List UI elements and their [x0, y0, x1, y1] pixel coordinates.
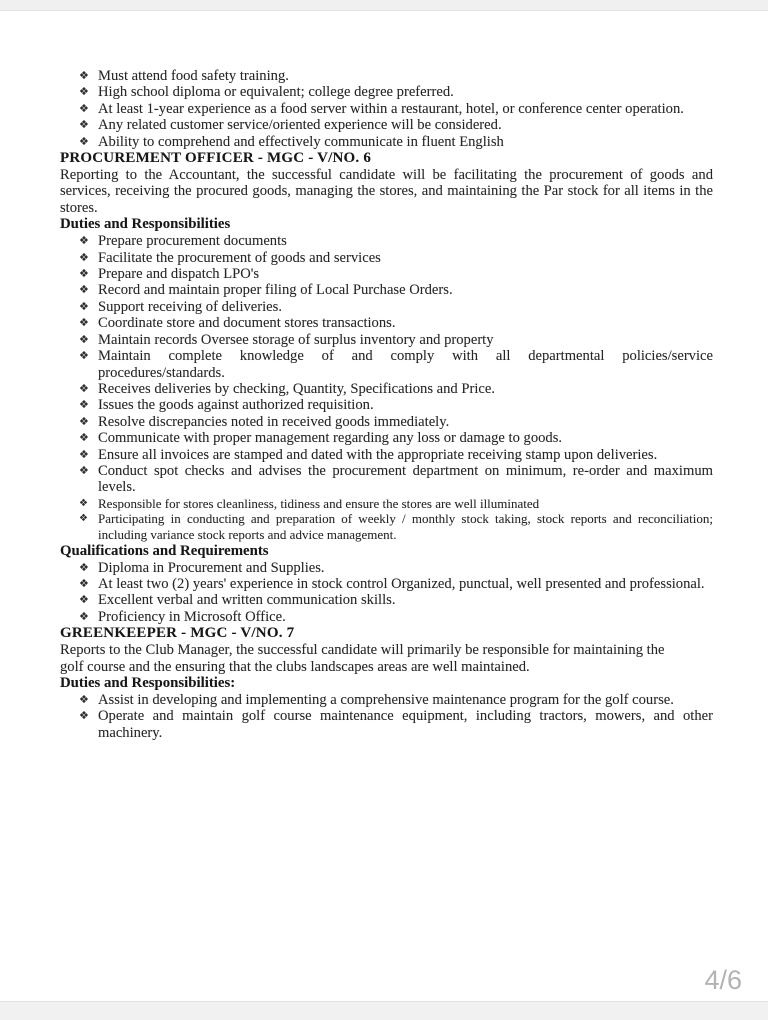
list-item [60, 463, 713, 496]
diamond-bullet-icon: ❖ [79, 593, 89, 607]
list-item [60, 560, 713, 576]
list-item [60, 430, 713, 446]
diamond-bullet-icon: ❖ [79, 283, 89, 297]
list-item [60, 332, 713, 348]
list-item [60, 708, 713, 741]
diamond-bullet-icon: ❖ [79, 101, 89, 115]
bullet-text: Record and maintain proper filing of Local Purchase Orders. [98, 282, 453, 299]
bullet-text: Maintain records Oversee storage of surplus inventory and property [98, 331, 494, 348]
heading-duties-greenkeeper: Duties and Responsibilities: [60, 674, 236, 691]
section-title-greenkeeper: GREENKEEPER - MGC - V/NO. 7 [60, 625, 295, 642]
list-item [60, 414, 713, 430]
bullet-text: Conduct spot checks and advises the procurement department on minimum, re-order and maximum levels. [98, 462, 713, 496]
bullet-text: Excellent verbal and written communication skills. [98, 592, 396, 609]
heading-duties-procurement: Duties and Responsibilities [60, 216, 231, 233]
bullet-text: Support receiving of deliveries. [98, 298, 282, 315]
list-item [60, 315, 713, 331]
diamond-bullet-icon: ❖ [79, 267, 89, 281]
bullet-text: Resolve discrepancies noted in received goods immediately. [98, 413, 450, 430]
diamond-bullet-icon: ❖ [79, 431, 89, 445]
bullet-text: Maintain complete knowledge of and comply with all departmental policies/service procedures/standards. [98, 348, 713, 381]
bullet-text: Responsible for stores cleanliness, tidiness and ensure the stores are well illuminated [98, 495, 540, 511]
list-item [60, 609, 713, 625]
bullet-text: Prepare procurement documents [98, 233, 287, 250]
bullet-text: At least two (2) years' experience in stock control Organized, punctual, well presented and professional. [98, 575, 705, 592]
list-item [60, 447, 713, 463]
bullet-text: High school diploma or equivalent; college degree preferred. [98, 84, 454, 101]
diamond-bullet-icon: ❖ [79, 692, 89, 706]
diamond-bullet-icon: ❖ [79, 316, 89, 330]
bullet-text: Issues the goods against authorized requisition. [98, 397, 374, 414]
bullet-text: Proficiency in Microsoft Office. [98, 608, 286, 625]
list-item [60, 250, 713, 266]
document-page [60, 11, 713, 741]
diamond-bullet-icon: ❖ [79, 560, 89, 574]
list-item [60, 299, 713, 315]
bullet-text: Coordinate store and document stores transactions. [98, 315, 396, 332]
diamond-bullet-icon: ❖ [79, 709, 89, 723]
diamond-bullet-icon: ❖ [79, 69, 89, 82]
bullet-text: Must attend food safety training. [98, 68, 289, 84]
diamond-bullet-icon: ❖ [79, 332, 89, 346]
greenkeeper-duties-list [60, 692, 713, 741]
bullet-text: Diploma in Procurement and Supplies. [98, 559, 325, 576]
page-indicator: 4/6 [704, 965, 742, 995]
viewer-top-gap [0, 0, 768, 11]
list-item [60, 117, 713, 133]
bullet-text: Participating in conducting and preparation of weekly / monthly stock taking, stock reports and reconciliation; including variance stock reports and advice management. [98, 511, 713, 542]
diamond-bullet-icon: ❖ [79, 381, 89, 395]
list-item [60, 496, 713, 512]
bullet-text: Assist in developing and implementing a comprehensive maintenance program for the golf course. [98, 691, 674, 708]
bullet-text: At least 1-year experience as a food server within a restaurant, hotel, or conference center operation. [98, 100, 684, 117]
bullet-text: Facilitate the procurement of goods and services [98, 249, 381, 266]
diamond-bullet-icon: ❖ [79, 463, 89, 477]
list-item [60, 68, 713, 84]
bullet-text: Communicate with proper management regarding any loss or damage to goods. [98, 430, 563, 447]
diamond-bullet-icon: ❖ [79, 447, 89, 461]
bullet-text: Ability to comprehend and effectively communicate in fluent English [98, 133, 504, 150]
bullet-text: Any related customer service/oriented experience will be considered. [98, 117, 502, 134]
diamond-bullet-icon: ❖ [79, 299, 89, 313]
heading-qualifications: Qualifications and Requirements [60, 542, 269, 559]
diamond-bullet-icon: ❖ [79, 349, 89, 363]
list-item [60, 576, 713, 592]
procurement-duties-list [60, 233, 713, 542]
diamond-bullet-icon: ❖ [79, 576, 89, 590]
diamond-bullet-icon: ❖ [79, 414, 89, 428]
list-item [60, 266, 713, 282]
list-item [60, 348, 713, 381]
list-item [60, 692, 713, 708]
list-item [60, 592, 713, 608]
diamond-bullet-icon: ❖ [79, 250, 89, 264]
list-item [60, 282, 713, 298]
diamond-bullet-icon: ❖ [79, 234, 89, 248]
list-item [60, 134, 713, 150]
procurement-qualifications-list [60, 560, 713, 626]
diamond-bullet-icon: ❖ [79, 118, 89, 132]
section-title-procurement-officer: PROCUREMENT OFFICER - MGC - V/NO. 6 [60, 150, 372, 167]
procurement-intro-paragraph: Reporting to the Accountant, the successful candidate will be facilitating the procurement of goods and services, receiving the procured goods, managing the stores, and maintaining the Par stock for all items in the stores. [60, 167, 713, 216]
list-item [60, 233, 713, 249]
bullet-text: Ensure all invoices are stamped and dated with the appropriate receiving stamp upon deliveries. [98, 446, 658, 463]
diamond-bullet-icon: ❖ [79, 513, 88, 525]
bullet-text: Receives deliveries by checking, Quantity, Specifications and Price. [98, 380, 496, 397]
diamond-bullet-icon: ❖ [79, 85, 89, 99]
greenkeeper-intro-paragraph: Reports to the Club Manager, the successful candidate will primarily be responsible for maintaining the golf course and the ensuring that the clubs landscapes areas are well maintained. [60, 642, 665, 675]
food-server-requirements-list [60, 68, 713, 150]
list-item [60, 397, 713, 413]
diamond-bullet-icon: ❖ [79, 497, 88, 509]
bullet-text: Prepare and dispatch LPO's [98, 266, 260, 283]
bullet-text: Operate and maintain golf course maintenance equipment, including tractors, mowers, and other machinery. [98, 708, 713, 741]
diamond-bullet-icon: ❖ [79, 398, 89, 412]
list-item [60, 101, 713, 117]
viewer-bottom-gap [0, 1001, 768, 1020]
list-item [60, 511, 713, 542]
diamond-bullet-icon: ❖ [79, 609, 89, 623]
list-item [60, 84, 713, 100]
list-item [60, 381, 713, 397]
diamond-bullet-icon: ❖ [79, 134, 89, 148]
